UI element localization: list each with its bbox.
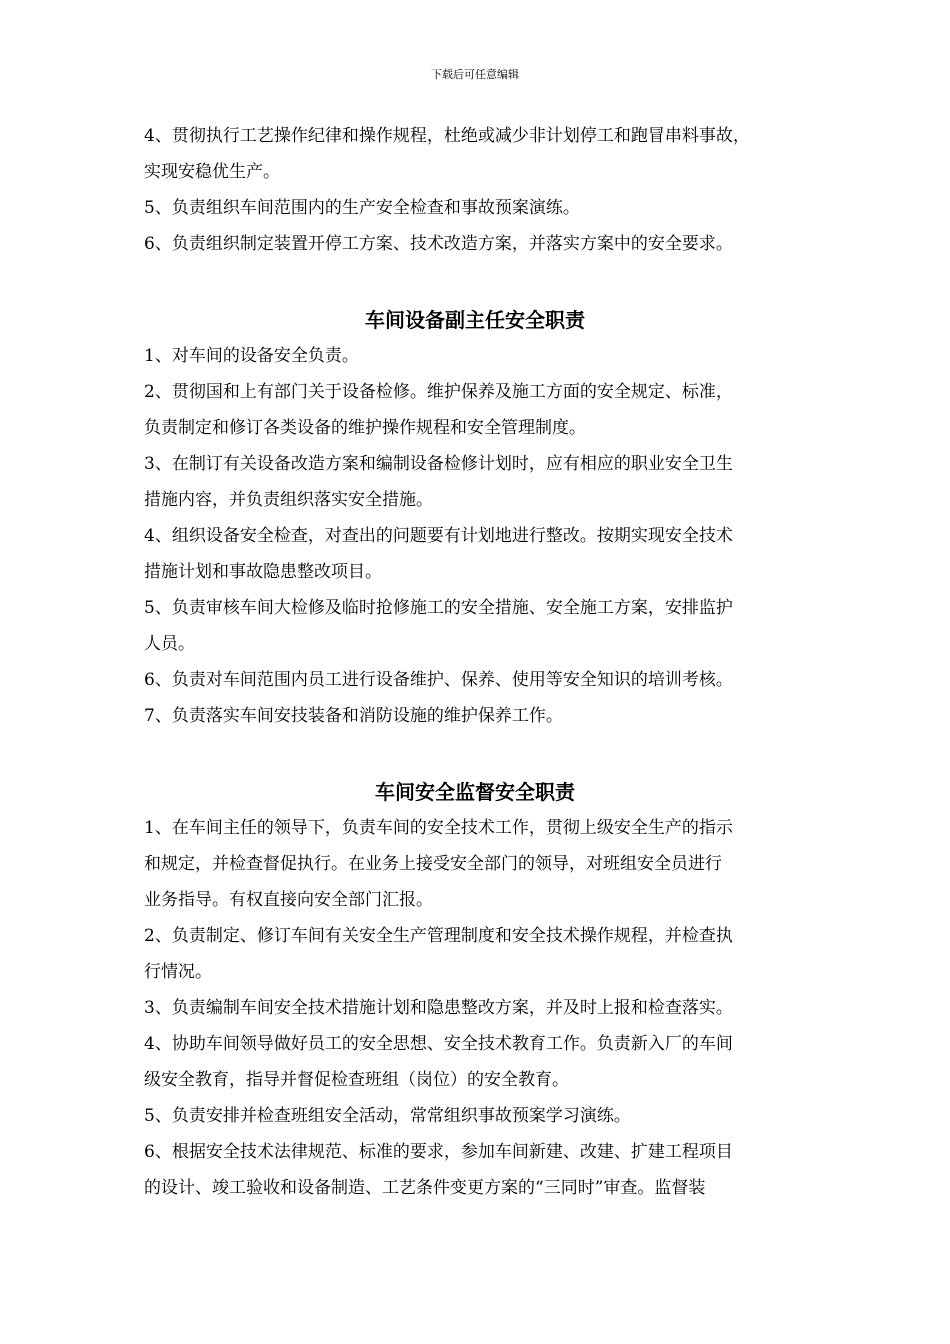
paragraph-line: 6、负责组织制定装置开停工方案、技术改造方案，并落实方案中的安全要求。 [144,234,733,254]
paragraph-line: 1、对车间的设备安全负责。 [144,346,359,366]
paragraph-line: 行情况。 [144,962,212,982]
paragraph-line: 负责制定和修订各类设备的维护操作规程和安全管理制度。 [144,418,586,438]
section-safety-supervisor [144,774,824,1206]
paragraph-line: 5、负责安排并检查班组安全活动，常常组织事故预案学习演练。 [144,1106,631,1126]
paragraph-line: 4、组织设备安全检查，对查出的问题要有计划地进行整改。按期实现安全技术 [144,526,733,546]
paragraph-line: 1、在车间主任的领导下，负责车间的安全技术工作，贯彻上级安全生产的指示 [144,818,733,838]
paragraph-line: 措施计划和事故隐患整改项目。 [144,562,382,582]
paragraph-line: 4、贯彻执行工艺操作纪律和操作规程，杜绝或减少非计划停工和跑冒串料事故， [144,126,750,146]
paragraph-line: 2、贯彻国和上有部门关于设备检修。维护保养及施工方面的安全规定、标准， [144,382,733,402]
paragraph-line: 3、负责编制车间安全技术措施计划和隐患整改方案，并及时上报和检查落实。 [144,998,733,1018]
paragraph-line: 和规定，并检查督促执行。在业务上接受安全部门的领导，对班组安全员进行 [144,854,722,874]
spacer [144,262,824,302]
document-body [144,118,824,1206]
paragraph-line: 3、在制订有关设备改造方案和编制设备检修计划时，应有相应的职业安全卫生 [144,454,733,474]
section-title: 车间设备副主任安全职责 [365,308,585,332]
paragraph-line: 4、协助车间领导做好员工的安全思想、安全技术教育工作。负责新入厂的车间 [144,1034,733,1054]
paragraph-line: 7、负责落实车间安技装备和消防设施的维护保养工作。 [144,706,563,726]
paragraph-line: 措施内容，并负责组织落实安全措施。 [144,490,433,510]
paragraph-line: 的设计、竣工验收和设备制造、工艺条件变更方案的“三同时”审查。监督装 [144,1178,706,1198]
paragraph-line: 5、负责审核车间大检修及临时抢修施工的安全措施、安全施工方案，安排监护 [144,598,733,618]
paragraph-line: 实现安稳优生产。 [144,162,280,182]
paragraph-line: 级安全教育，指导并督促检查班组（岗位）的安全教育。 [144,1070,569,1090]
paragraph-line: 5、负责组织车间范围内的生产安全检查和事故预案演练。 [144,198,580,218]
paragraph-line: 6、根据安全技术法律规范、标准的要求，参加车间新建、改建、扩建工程项目 [144,1142,733,1162]
section-equipment-deputy [144,302,824,734]
spacer [144,734,824,774]
paragraph-line: 人员。 [144,634,195,654]
paragraph-line: 6、负责对车间范围内员工进行设备维护、保养、使用等安全知识的培训考核。 [144,670,733,690]
header-note: 下载后可任意编辑 [431,68,519,81]
paragraph-line: 2、负责制定、修订车间有关安全生产管理制度和安全技术操作规程，并检查执 [144,926,733,946]
paragraph-line: 业务指导。有权直接向安全部门汇报。 [144,890,433,910]
section-continued [144,118,824,262]
section-title: 车间安全监督安全职责 [375,780,575,804]
